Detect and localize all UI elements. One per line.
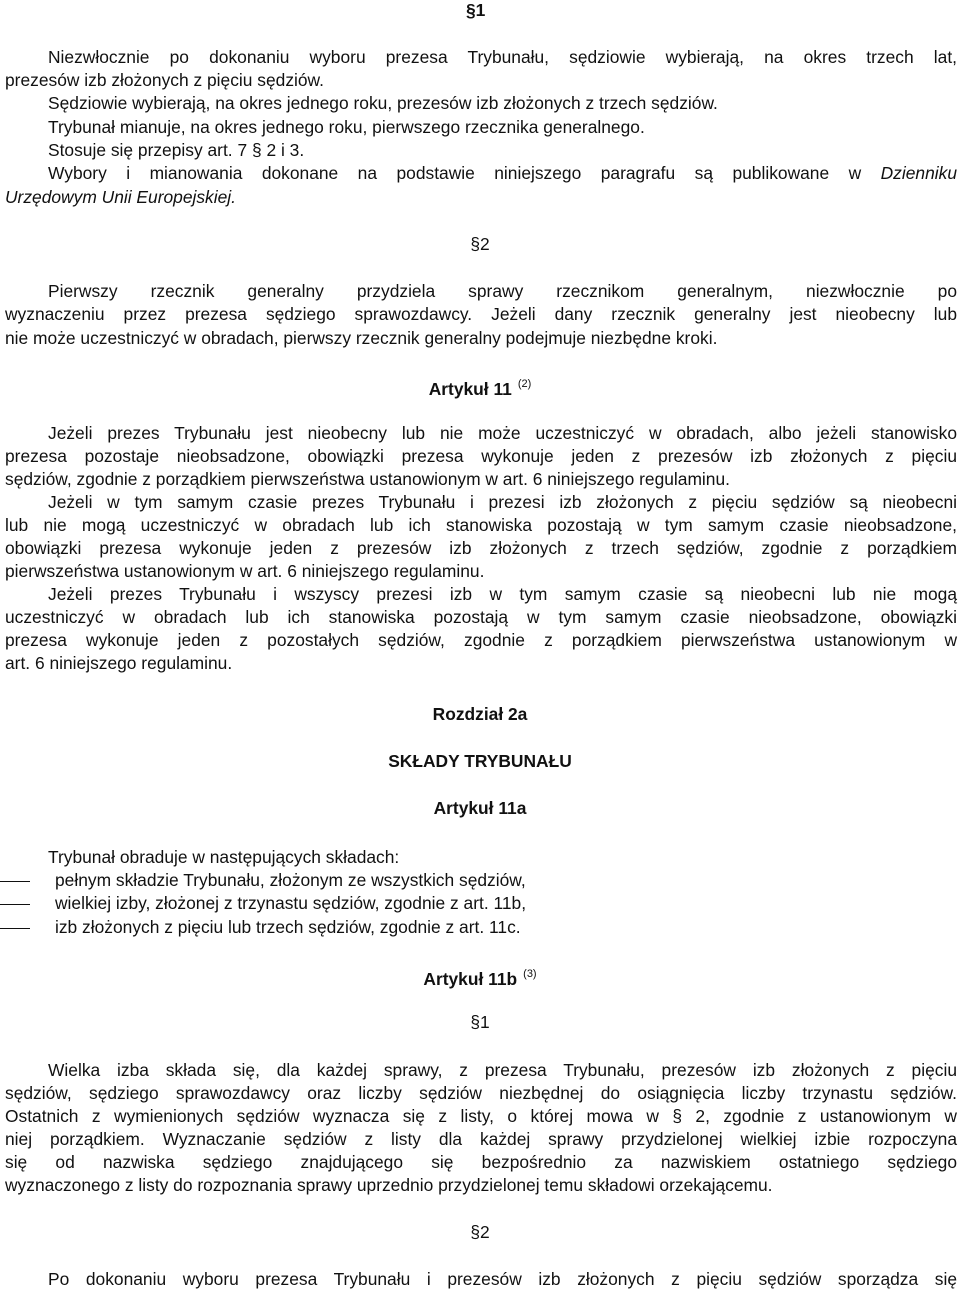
- article-heading: [0, 374, 960, 399]
- paragraph-line: Trybunał mianuje, na okres jednego roku, pierwszego rzecznika generalnego.: [48, 117, 645, 137]
- paragraph-line: Jeżeli w tym samym czasie prezes Trybunału i prezesi izb złożonych z pięciu sędziów są nieobecni: [48, 492, 957, 512]
- paragraph-line: pierwszeństwa ustanowionym w art. 6 niniejszego regulaminu.: [5, 561, 485, 581]
- section-number: 2: [480, 234, 490, 254]
- paragraph-line: uczestniczyć w obradach lub ich stanowiska pozostają w tym samym czasie nieobsadzone, obowiązki: [5, 607, 957, 627]
- article-heading: Artykuł 11a: [433, 798, 527, 818]
- section-heading: §1: [466, 0, 486, 20]
- paragraph-line: prezesa wykonuje jeden z pozostałych sędziów, zgodnie z porządkiem pierwszeństwa ustanowionym w: [5, 630, 957, 650]
- paragraph-line: niej porządkiem. Wyznaczanie sędziów z listy dla każdej sprawy przydzielonej wielkiej izbie rozpoczyna: [5, 1129, 957, 1149]
- list-item: wielkiej izby, złożonej z trzynastu sędziów, zgodnie z art. 11b,: [55, 893, 527, 913]
- section-heading: §2: [470, 1222, 490, 1242]
- paragraph-line: Ostatnich z wymienionych sędziów wyznacza się z listy, o której mowa w § 2, zgodnie z ustanowionym w: [5, 1106, 957, 1126]
- list-item: pełnym składzie Trybunału, złożonym ze wszystkich sędziów,: [55, 870, 526, 890]
- footnote-ref: (3): [523, 968, 537, 980]
- paragraph-line: obowiązki prezesa wykonuje jeden z prezesów izb złożonych z trzech sędziów, zgodnie z porządkiem: [5, 538, 957, 558]
- paragraph-line: Pierwszy rzecznik generalny przydziela sprawy rzecznikom generalnym, niezwłocznie po: [48, 281, 957, 301]
- article-title: Artykuł 11b: [423, 969, 518, 989]
- paragraph-line: prezesów izb złożonych z pięciu sędziów.: [5, 70, 324, 90]
- paragraph-line: Niezwłocznie po dokonaniu wyboru prezesa Trybunału, sędziowie wybierają, na okres trzech lat,: [48, 47, 957, 67]
- section-heading: §1: [470, 1012, 490, 1032]
- paragraph-line: art. 6 niniejszego regulaminu.: [5, 653, 233, 673]
- paragraph-text: Wybory i mianowania dokonane na podstawie niniejszego paragrafu są publikowane w: [48, 163, 862, 183]
- paragraph-line: sędziów, zgodnie z porządkiem pierwszeństwa ustanowionym w art. 6 niniejszego regulaminu.: [5, 469, 730, 489]
- paragraph-line: lub nie mogą uczestniczyć w obradach lub ich stanowiska pozostają w tym samym czasie nieobsadzone,: [5, 515, 957, 535]
- paragraph-line: nie może uczestniczyć w obradach, pierwszy rzecznik generalny podejmuje niezbędne kroki.: [5, 328, 718, 348]
- paragraph-line: sędziów, sędziego sprawozdawcy oraz liczby sędziów niezbędnej do osiągnięcia liczby trzynastu sędziów.: [5, 1083, 957, 1103]
- footnote-ref: (2): [517, 378, 532, 390]
- paragraph-line: Stosuje się przepisy art. 7 § 2 i 3.: [48, 140, 305, 160]
- section-number: 1: [480, 1012, 490, 1032]
- article-title: Artykuł 11: [428, 379, 512, 399]
- paragraph-line: Sędziowie wybierają, na okres jednego roku, prezesów izb złożonych z trzech sędziów.: [48, 93, 718, 113]
- dash-bullet: [0, 904, 30, 905]
- section-number: 2: [480, 1222, 490, 1242]
- paragraph-line: Po dokonaniu wyboru prezesa Trybunału i prezesów izb złożonych z pięciu sędziów sporządza się: [48, 1269, 957, 1289]
- dash-bullet: [0, 881, 30, 882]
- paragraph-line: Jeżeli prezes Trybunału i wszyscy prezesi izb w tym samym czasie są nieobecni lub nie mogą: [48, 584, 957, 604]
- article-heading: [0, 964, 960, 989]
- chapter-subtitle: SKŁADY TRYBUNAŁU: [388, 751, 572, 771]
- section-number: 1: [475, 0, 486, 20]
- journal-title: Dzienniku: [880, 163, 957, 183]
- chapter-title: Rozdział 2a: [432, 704, 528, 724]
- section-heading: §2: [470, 234, 490, 254]
- paragraph-line: [48, 163, 957, 183]
- paragraph-line: się od nazwiska sędziego znajdującego się bezpośrednio za nazwiskiem ostatniego sędziego: [5, 1152, 957, 1172]
- paragraph-line: Wielka izba składa się, dla każdej sprawy, z prezesa Trybunału, prezesów izb złożonych z pięciu: [48, 1060, 957, 1080]
- dash-bullet: [0, 928, 30, 929]
- list-item: izb złożonych z pięciu lub trzech sędziów, zgodnie z art. 11c.: [55, 917, 521, 937]
- list-intro: Trybunał obraduje w następujących składach:: [48, 847, 400, 867]
- paragraph-line: Urzędowym Unii Europejskiej.: [5, 187, 236, 207]
- paragraph-line: Jeżeli prezes Trybunału jest nieobecny lub nie może uczestniczyć w obradach, albo jeżeli stanowisko: [48, 423, 957, 443]
- paragraph-line: wyznaczonego z listy do rozpoznania sprawy uprzednio przydzielonej temu składowi orzekającemu.: [5, 1175, 773, 1195]
- paragraph-line: wyznaczeniu przez prezesa sędziego sprawozdawcy. Jeżeli dany rzecznik generalny jest nieobecny lub: [5, 304, 957, 324]
- paragraph-line: prezesa pozostaje nieobsadzone, obowiązki prezesa wykonuje jeden z prezesów izb złożonych z pięciu: [5, 446, 957, 466]
